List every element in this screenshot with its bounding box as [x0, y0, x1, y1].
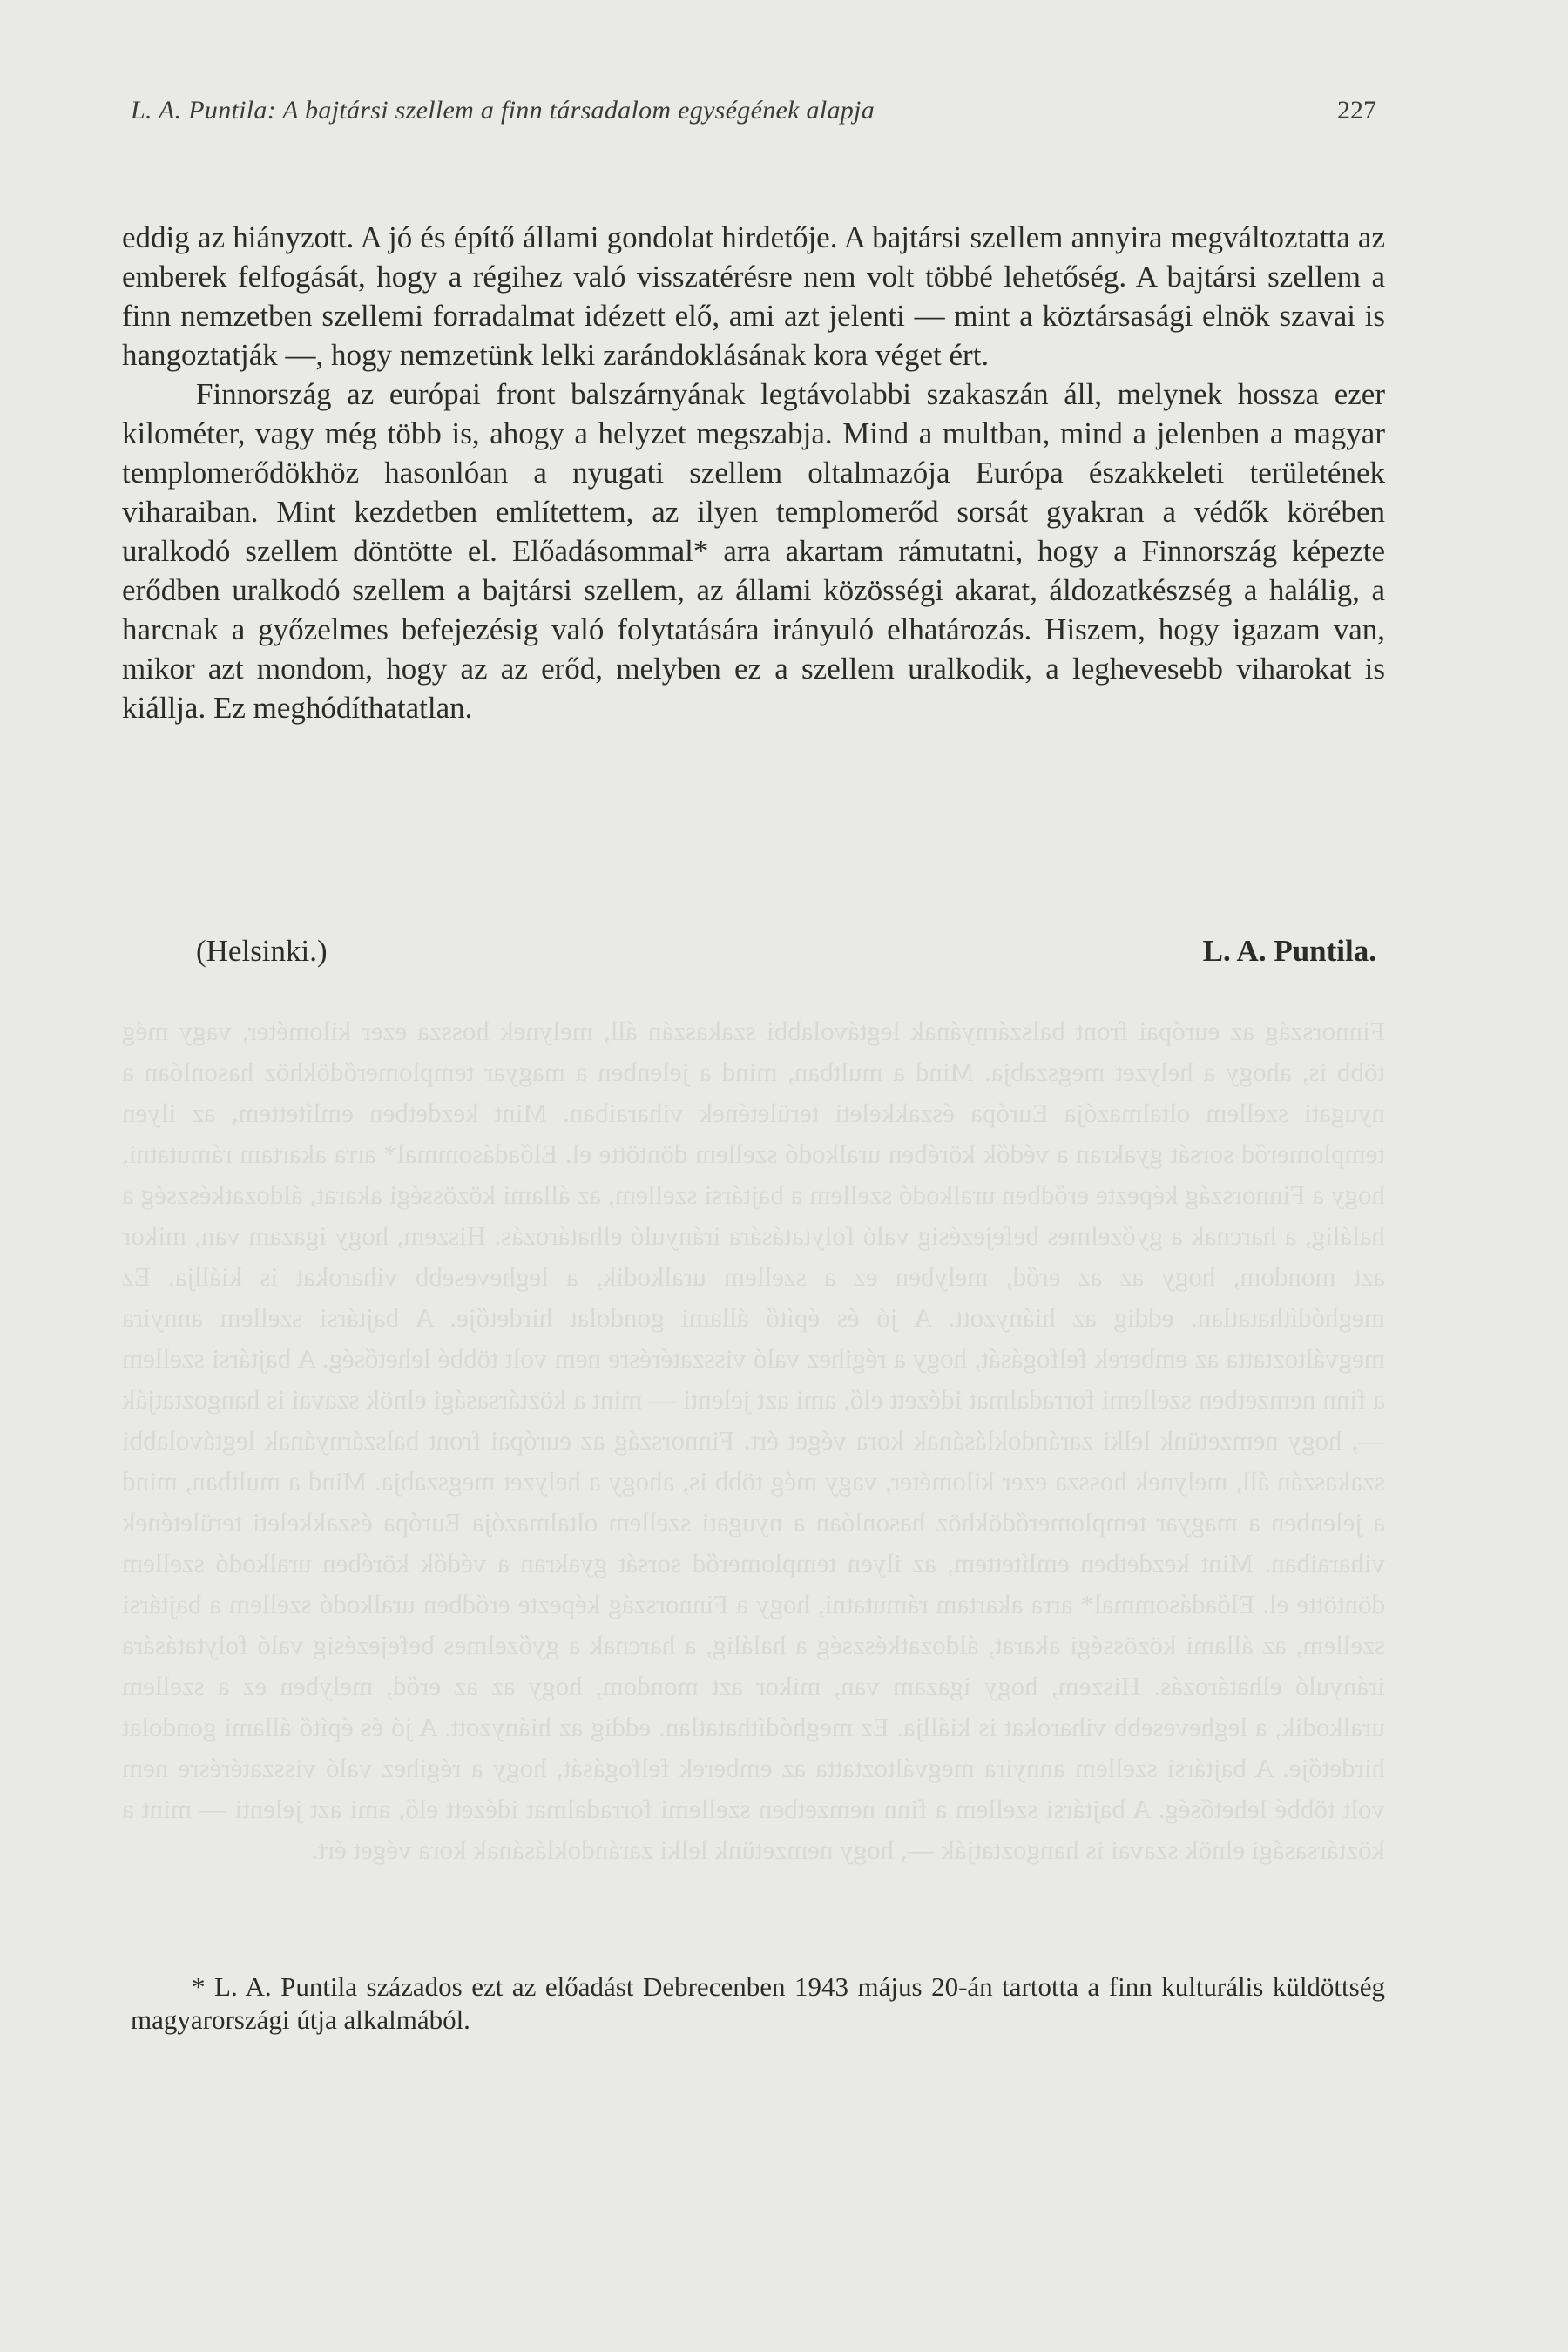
running-header: [131, 96, 1376, 139]
footnote: [131, 1970, 1385, 2037]
paragraph: Finnország az európai front balszárnyának legtávolabbi szakaszán áll, melynek hossza ezer kilométer, vagy még több is, ahogy a helyzet megszabja. Mind a multban, mind a jelenben a magyar templomerődökhöz hasonlóan a nyugati szellem oltalmazója Európa északkeleti területének viharaiban. Mint kezdetben említettem, az ilyen templomerőd sorsát gyakran a védők körében uralkodó szellem döntötte el. Előadásommal* arra akartam rámutatni, hogy a Finnország képezte erődben uralkodó szellem a bajtársi szellem, az állami közösségi akarat, áldozatkészség a halálig, a harcnak a győzelmes befejezésig való folytatására irányuló elhatározás. Hiszem, hogy igazam van, mikor azt mondom, hogy az az erőd, melyben ez a szellem uralkodik, a leghevesebb viharokat is kiállja. Ez meghódíthatatlan.: [122, 377, 1385, 725]
signature-author: L. A. Puntila.: [1202, 934, 1376, 968]
show-through-texture: Finnország az európai front balszárnyának legtávolabbi szakaszán áll, melynek hossza ezer kilométer, vagy még több is, ahogy a helyzet megszabja. Mind a multban, mind a jelenben a magyar templomerődökhöz hasonlóan a nyugati szellem oltalmazója Európa északkeleti területének viharaiban. Mint kezdetben említettem, az ilyen templomerőd sorsát gyakran a védők körében uralkodó szellem döntötte el. Előadásommal* arra akartam rámutatni, hogy a Finnország képezte erődben uralkodó szellem a bajtársi szellem, az állami közösségi akarat, áldozatkészség a halálig, a harcnak a győzelmes befejezésig való folytatására irányuló elhatározás. Hiszem, hogy igazam van, mikor azt mondom, hogy az az erőd, melyben ez a szellem uralkodik, a leghevesebb viharokat is kiállja. Ez meghódíthatatlan. eddig az hiányzott. A jó és építő állami gondolat hirdetője. A bajtársi szellem annyira megváltoztatta az emberek felfogását, hogy a régihez való visszatérésre nem volt többé lehetőség. A bajtársi szellem a finn nemzetben szellemi forradalmat idézett elő, ami azt jelenti — mint a köztársasági elnök szavai is hangoztatják —, hogy nemzetünk lelki zarándoklásának kora véget ért. Finnország az európai front balszárnyának legtávolabbi szakaszán áll, melynek hossza ezer kilométer, vagy még több is, ahogy a helyzet megszabja. Mind a multban, mind a jelenben a magyar templomerődökhöz hasonlóan a nyugati szellem oltalmazója Európa északkeleti területének viharaiban. Mint kezdetben említettem, az ilyen templomerőd sorsát gyakran a védők körében uralkodó szellem döntötte el. Előadásommal* arra akartam rámutatni, hogy a Finnország képezte erődben uralkodó szellem a bajtársi szellem, az állami közösségi akarat, áldozatkészség a halálig, a harcnak a győzelmes befejezésig való folytatására irányuló elhatározás. Hiszem, hogy igazam van, mikor azt mondom, hogy az az erőd, melyben ez a szellem uralkodik, a leghevesebb viharokat is kiállja. Ez meghódíthatatlan. eddig az hiányzott. A jó és építő állami gondolat hirdetője. A bajtársi szellem annyira megváltoztatta az emberek felfogását, hogy a régihez való visszatérésre nem volt többé lehetőség. A bajtársi szellem a finn nemzetben szellemi forradalmat idézett elő, ami azt jelenti — mint a köztársasági elnök szavai is hangoztatják —, hogy nemzetünk lelki zarándoklásának kora véget ért.: [122, 1016, 1385, 1865]
paragraph: eddig az hiányzott. A jó és építő állami gondolat hirdetője. A bajtársi szellem annyira megváltoztatta az emberek felfogását, hogy a régihez való visszatérésre nem volt többé lehetőség. A bajtársi szellem a finn nemzetben szellemi forradalmat idézett elő, ami azt jelenti — mint a köztársasági elnök szavai is hangoztatják —, hogy nemzetünk lelki zarándoklásának kora véget ért.: [122, 220, 1385, 372]
footnote-text: * L. A. Puntila százados ezt az előadást Debrecenben 1943 május 20-án tartotta a finn kulturális küldöttség magyarországi útja alkalmából.: [131, 1971, 1385, 2035]
article-body: [122, 218, 1385, 727]
page-number: 227: [1337, 96, 1376, 125]
running-title: L. A. Puntila: A bajtársi szellem a finn társadalom egységének alapja: [131, 96, 875, 125]
signature-line: [196, 934, 1376, 977]
signature-place: (Helsinki.): [196, 934, 328, 968]
